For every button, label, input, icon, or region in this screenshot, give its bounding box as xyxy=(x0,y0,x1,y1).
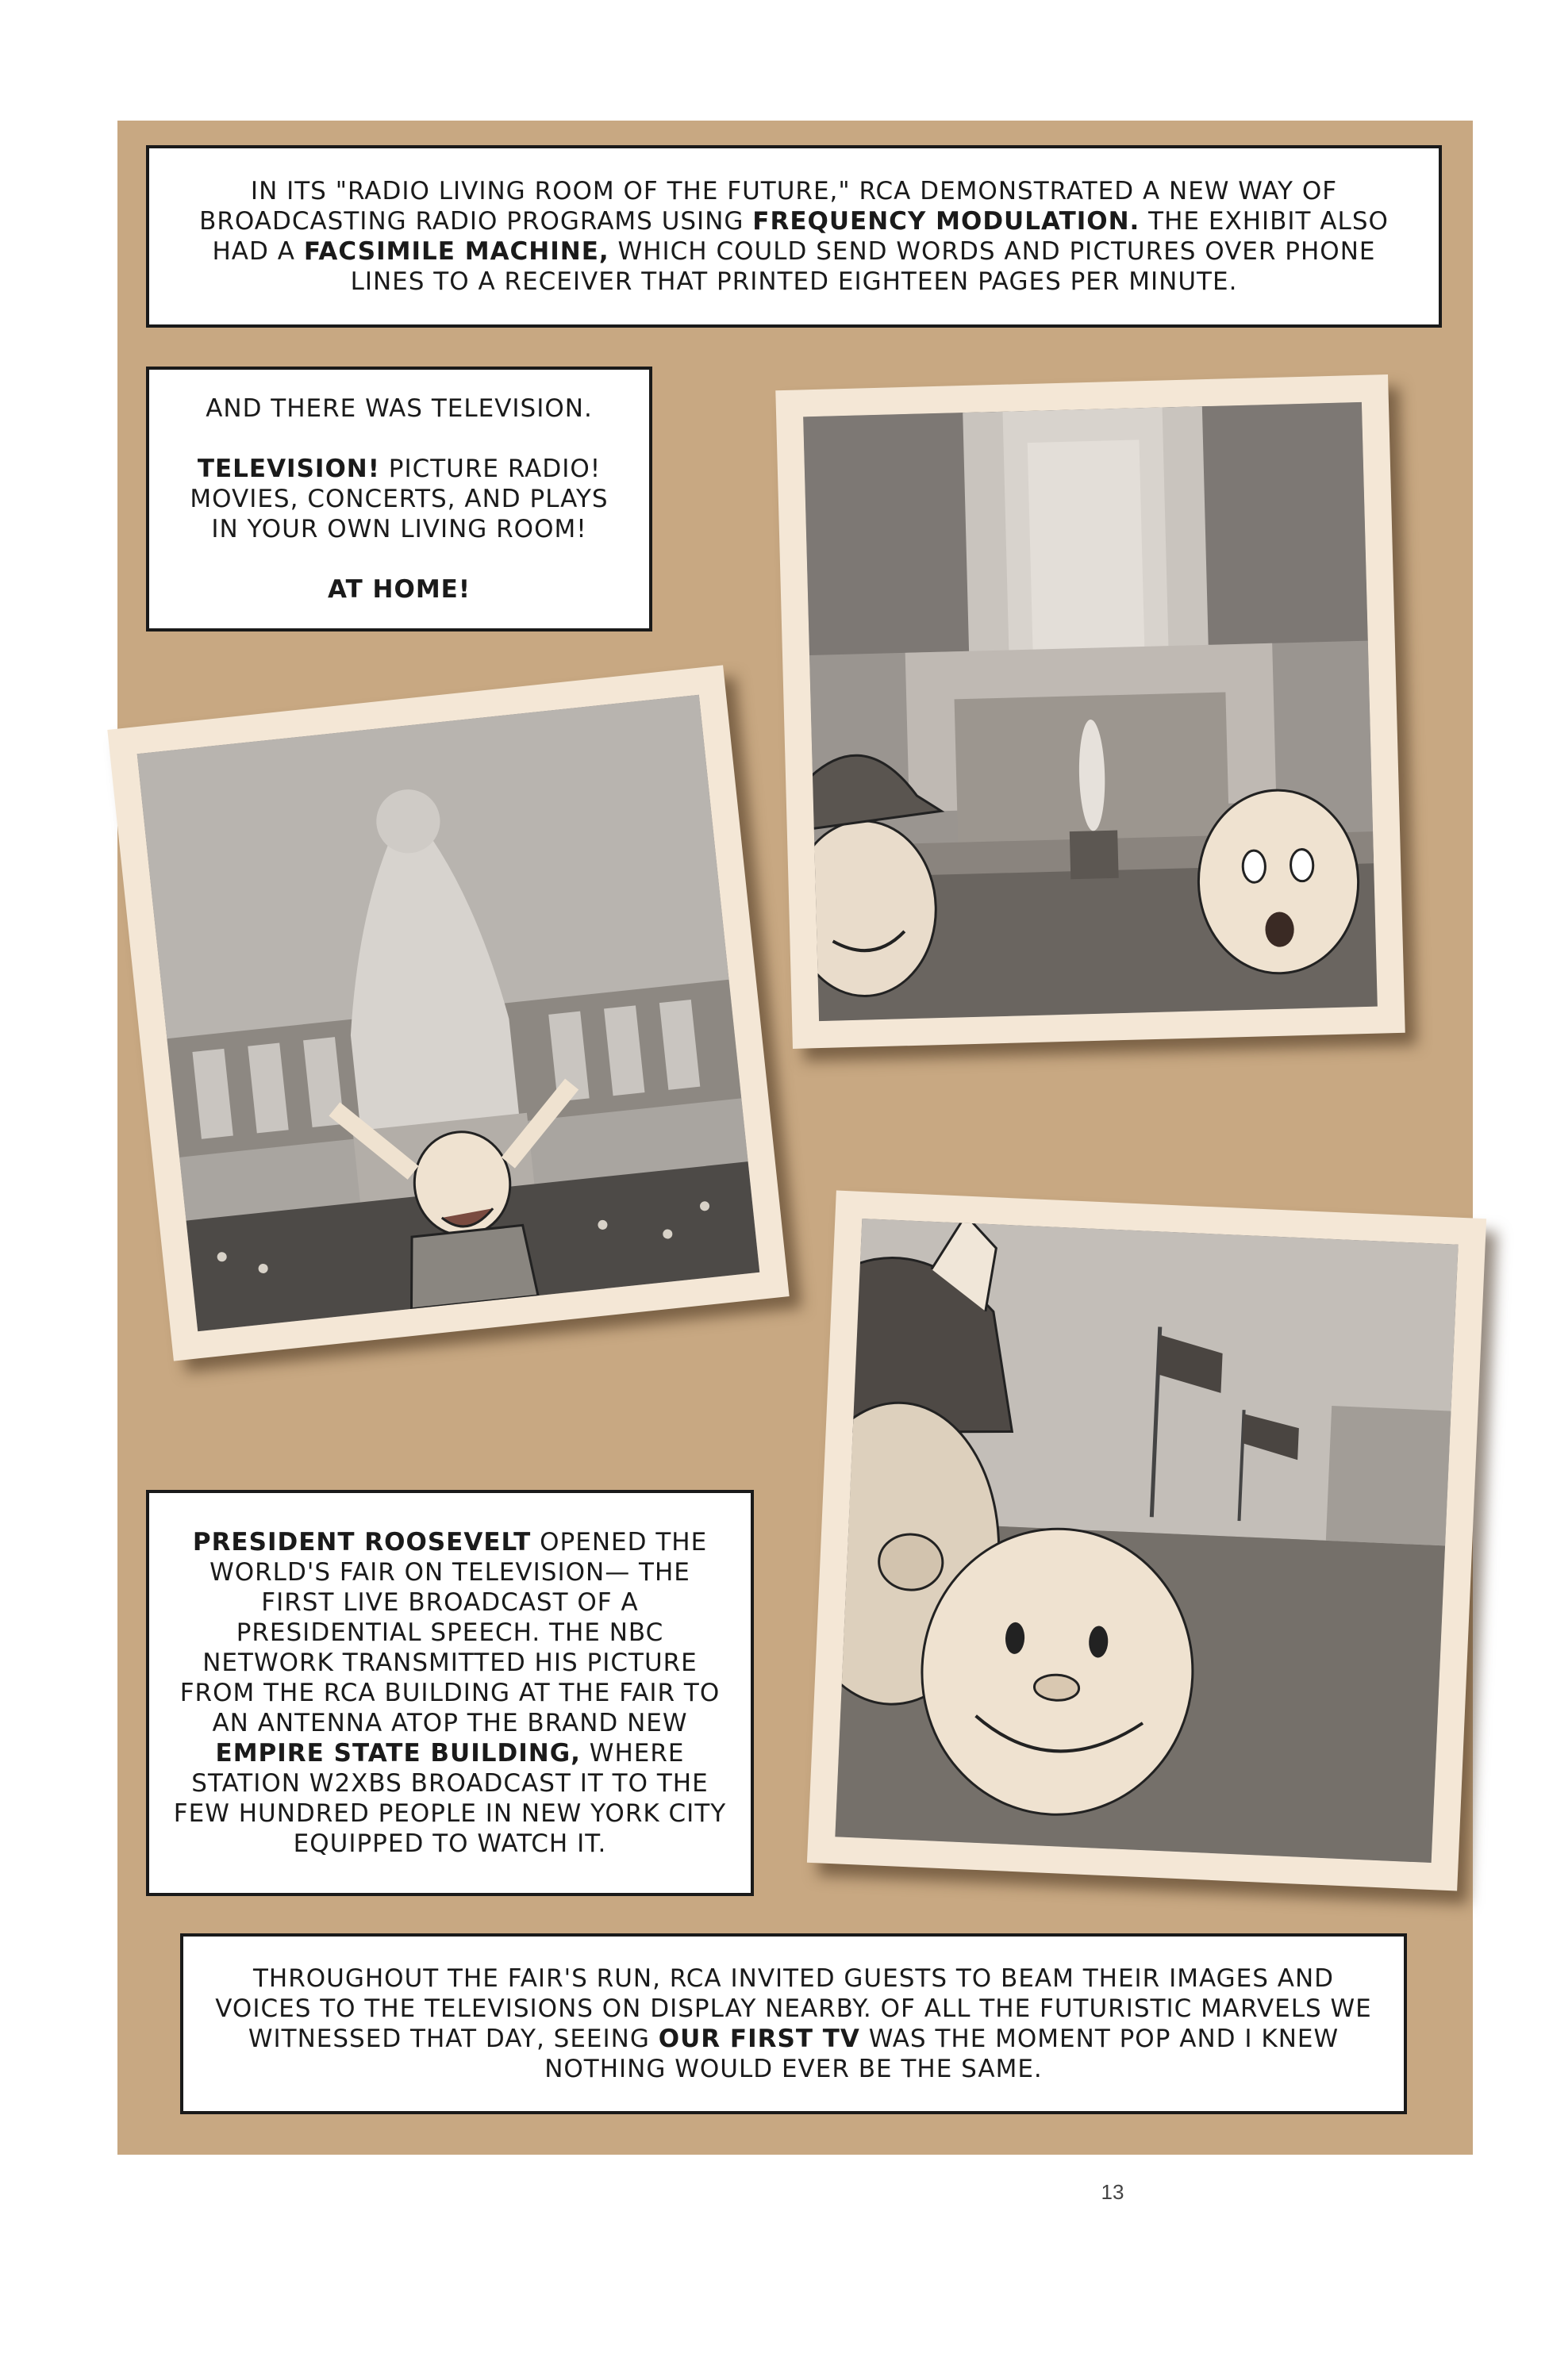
caption-bottom xyxy=(180,1933,1407,2114)
caption-top-bold-1: FREQUENCY MODULATION. xyxy=(752,207,1140,236)
caption-roosevelt xyxy=(146,1490,754,1896)
photo-building-fountain xyxy=(775,374,1405,1049)
photo-statue xyxy=(107,665,789,1361)
caption-television-line-1: AND THERE WAS TELEVISION. xyxy=(206,394,593,423)
caption-roosevelt-text-1: OPENED THE WORLD'S FAIR ON TELEVISION— THE FIRST LIVE BROADCAST OF A PRESIDENTIAL SPEECH. THE NBC NETWORK TRANSMITTED HIS PICTURE FROM THE RCA BUILDING AT THE FAIR TO AN ANTENNA ATOP THE BRAND NEW xyxy=(179,1528,721,1737)
caption-roosevelt-bold-2: EMPIRE STATE BUILDING, xyxy=(215,1739,581,1768)
photo-selfie-image xyxy=(835,1219,1458,1863)
caption-television-bold-2: AT HOME! xyxy=(328,575,471,604)
caption-top-text-1: IN ITS "RADIO LIVING ROOM OF THE FUTURE," RCA DEMONSTRATED A NEW WAY OF BROADCASTING RADIO PROGRAMS USING xyxy=(199,177,1338,236)
caption-roosevelt-bold-1: PRESIDENT ROOSEVELT xyxy=(192,1528,532,1557)
photo-statue-image xyxy=(137,695,760,1331)
caption-top-text-2: THE EXHIBIT ALSO HAD A xyxy=(212,207,1389,266)
caption-television-line-2: PICTURE RADIO! MOVIES, CONCERTS, AND PLAYS IN YOUR OWN LIVING ROOM! xyxy=(190,455,609,543)
caption-roosevelt-text-2: WHERE STATION W2XBS BROADCAST IT TO THE FEW HUNDRED PEOPLE IN NEW YORK CITY EQUIPPED TO WATCH IT. xyxy=(173,1739,727,1858)
caption-television-bold-1: TELEVISION! xyxy=(197,455,380,483)
caption-bottom-text-1: THROUGHOUT THE FAIR'S RUN, RCA INVITED GUESTS TO BEAM THEIR IMAGES AND VOICES TO THE TELEVISIONS ON DISPLAY NEARBY. OF ALL THE FUTURISTIC MARVELS WE WITNESSED THAT DAY, SEEING xyxy=(215,1964,1372,2053)
caption-television xyxy=(146,367,652,631)
caption-bottom-text-2: WAS THE MOMENT POP AND I KNEW NOTHING WOULD EVER BE THE SAME. xyxy=(544,2025,1340,2083)
caption-top xyxy=(146,145,1442,328)
caption-top-text-3: WHICH COULD SEND WORDS AND PICTURES OVER PHONE LINES TO A RECEIVER THAT PRINTED EIGHTEEN PAGES PER MINUTE. xyxy=(350,237,1376,296)
photo-selfie xyxy=(807,1191,1486,1891)
caption-top-bold-2: FACSIMILE MACHINE, xyxy=(303,237,609,266)
caption-bottom-bold-1: OUR FIRST TV xyxy=(658,2025,860,2053)
photo-building-fountain-image xyxy=(803,402,1378,1021)
page-number: 13 xyxy=(1101,2180,1124,2204)
